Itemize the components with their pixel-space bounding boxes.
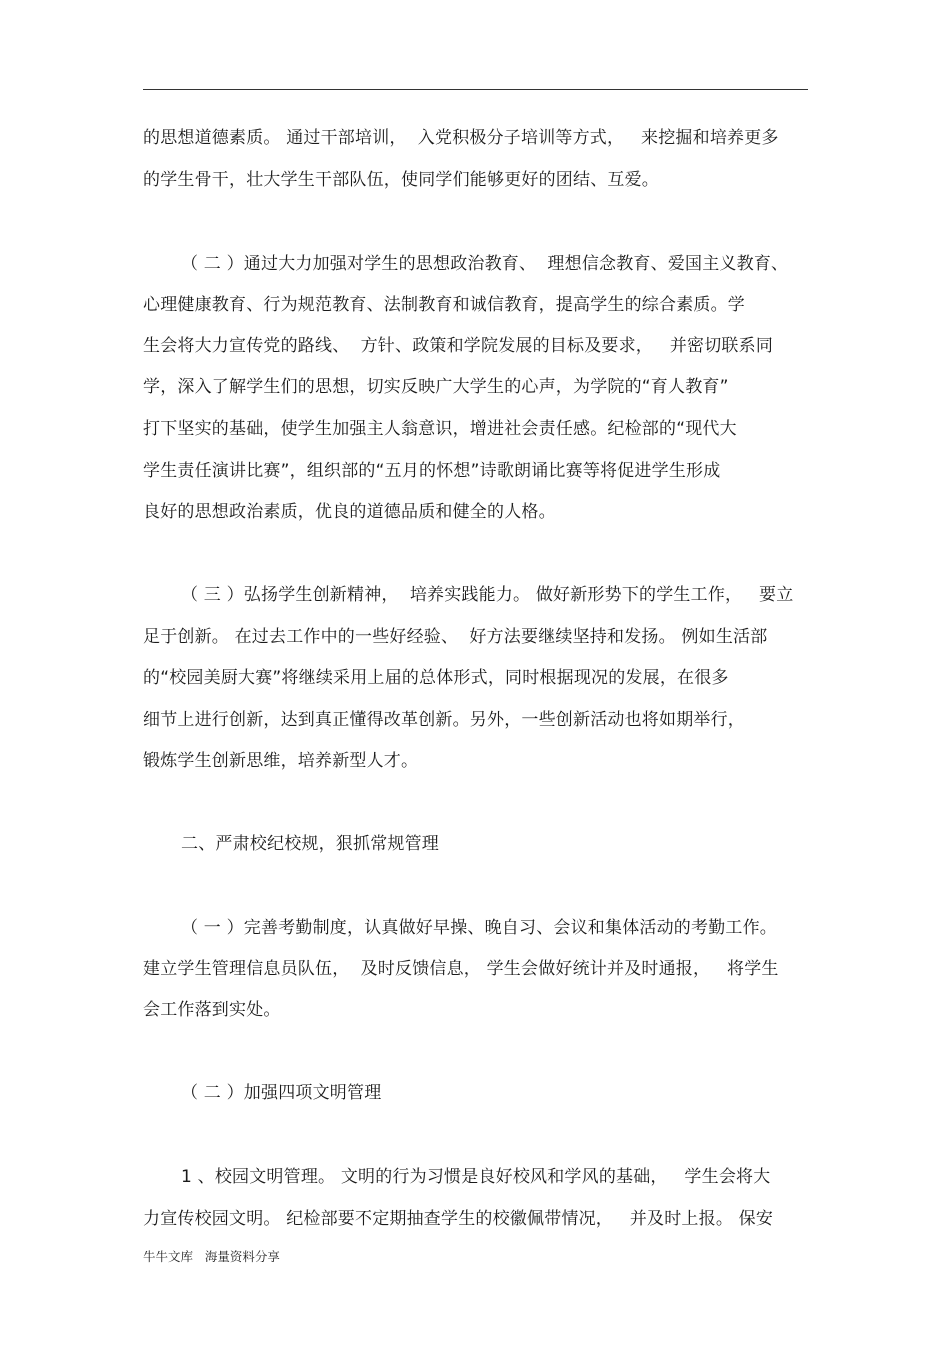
section-heading: 二、严肃校纪校规，狠抓常规管理 [181,834,439,854]
text-line: 会工作落到实处。 [143,1000,281,1020]
text-line: 1 、校园文明管理。 文明的行为习惯是良好校风和学风的基础， 学生会将大 [181,1167,771,1187]
text-line: 学生责任演讲比赛”，组织部的“五月的怀想”诗歌朗诵比赛等将促进学生形成 [143,461,721,481]
header-rule [143,89,808,90]
text-line: （ 一 ）完善考勤制度，认真做好早操、晚自习、会议和集体活动的考勤工作。 [181,918,778,938]
page-footer: 牛牛文库 海量资料分享 [143,1249,280,1264]
text-line: 学，深入了解学生们的思想，切实反映广大学生的心声，为学院的“育人教育” [143,377,729,397]
text-line: 打下坚实的基础，使学生加强主人翁意识，增进社会责任感。纪检部的“现代大 [143,419,737,439]
text-line: 生会将大力宣传党的路线、 方针、政策和学院发展的目标及要求， 并密切联系同 [143,336,774,356]
text-line: 细节上进行创新，达到真正懂得改革创新。另外，一些创新活动也将如期举行， [143,710,745,730]
text-line: （ 三 ）弘扬学生创新精神， 培养实践能力。 做好新形势下的学生工作， 要立 [181,585,794,605]
text-line: 的“校园美厨大赛”将继续采用上届的总体形式，同时根据现况的发展，在很多 [143,668,729,688]
text-line: 锻炼学生创新思维，培养新型人才。 [143,751,419,771]
text-line: （ 二 ）通过大力加强对学生的思想政治教育、 理想信念教育、爱国主义教育、 [181,254,789,274]
text-line: 足于创新。 在过去工作中的一些好经验、 好方法要继续坚持和发扬。 例如生活部 [143,627,768,647]
text-line: 的思想道德素质。 通过干部培训， 入党积极分子培训等方式， 来挖掘和培养更多 [143,128,779,148]
subsection-heading: （ 二 ）加强四项文明管理 [181,1083,382,1103]
text-line: 心理健康教育、行为规范教育、法制教育和诚信教育，提高学生的综合素质。学 [143,295,745,315]
text-line: 良好的思想政治素质，优良的道德品质和健全的人格。 [143,502,556,522]
text-line: 建立学生管理信息员队伍， 及时反馈信息， 学生会做好统计并及时通报， 将学生 [143,959,779,979]
text-line: 力宣传校园文明。 纪检部要不定期抽查学生的校徽佩带情况， 并及时上报。 保安 [143,1209,774,1229]
text-line: 的学生骨干，壮大学生干部队伍，使同学们能够更好的团结、互爱。 [143,170,659,190]
